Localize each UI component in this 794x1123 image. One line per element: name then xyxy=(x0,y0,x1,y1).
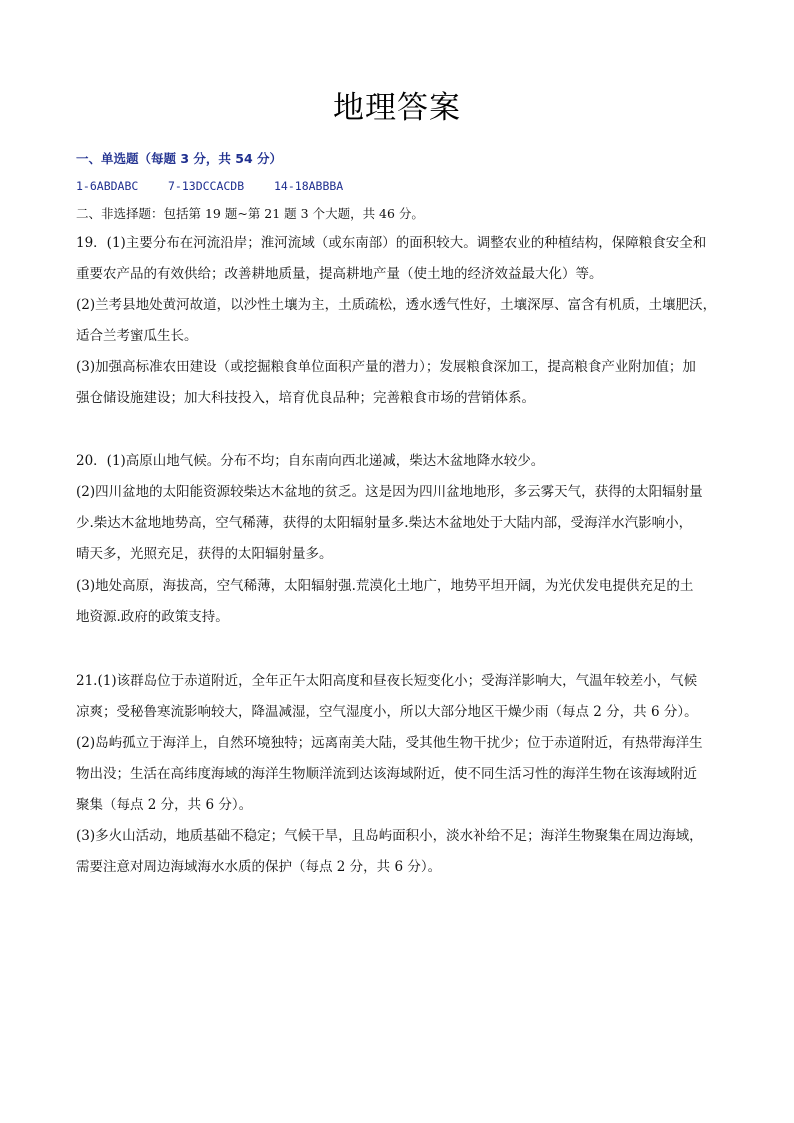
section2-heading: 二、非选择题：包括第 19 题~第 21 题 3 个大题，共 46 分。 xyxy=(76,206,424,221)
answer-group-3: 14-18ABBBA xyxy=(274,179,344,193)
section1-heading: 一、单选题（每题 3 分，共 54 分） xyxy=(76,151,283,166)
q20-line: 晴天多，光照充足，获得的太阳辐射量多。 xyxy=(76,546,333,562)
mc-answers xyxy=(76,177,343,195)
page-title: 地理答案 xyxy=(333,90,461,126)
q20-line: (2)四川盆地的太阳能资源较柴达木盆地的贫乏。这是因为四川盆地地形，多云雾天气，获得的太阳辐射量 xyxy=(76,484,703,500)
q21-line: 凉爽；受秘鲁寒流影响较大，降温减湿，空气湿度小，所以大部分地区干燥少雨（每点 2 分，共 6 分）。 xyxy=(76,704,698,720)
q19-line: 适合兰考蜜瓜生长。 xyxy=(76,328,198,344)
q19-line: 19．(1)主要分布在河流沿岸；淮河流域（或东南部）的面积较大。调整农业的种植结构，保障粮食安全和 xyxy=(76,235,707,251)
q19-line: (2)兰考县地处黄河故道，以沙性土壤为主，土质疏松，透水透气性好，土壤深厚、富含有机质，土壤肥沃， xyxy=(76,297,717,313)
q21-line: (2)岛屿孤立于海洋上，自然环境独特；远离南美大陆，受其他生物干扰少；位于赤道附近，有热带海洋生 xyxy=(76,735,703,751)
q20-line: 少.柴达木盆地地势高，空气稀薄，获得的太阳辐射量多.柴达木盆地处于大陆内部，受海洋水汽影响小， xyxy=(76,515,693,531)
answer-group-1: 1-6ABDABC xyxy=(76,179,139,193)
q20-line: (3)地处高原，海拔高，空气稀薄，太阳辐射强.荒漠化土地广，地势平坦开阔，为光伏发电提供充足的土 xyxy=(76,578,694,594)
q21-line: 需要注意对周边海域海水水质的保护（每点 2 分，共 6 分）。 xyxy=(76,859,442,875)
q21-line: 21.(1)该群岛位于赤道附近，全年正午太阳高度和昼夜长短变化小；受海洋影响大，气温年较差小，气候 xyxy=(76,673,698,689)
q19-line: 强仓储设施建设；加大科技投入，培育优良品种；完善粮食市场的营销体系。 xyxy=(76,390,535,406)
q19-line: (3)加强高标准农田建设（或挖掘粮食单位面积产量的潜力）；发展粮食深加工，提高粮食产业附加值；加 xyxy=(76,359,696,375)
q20-line: 20．(1)高原山地气候。分布不均；自东南向西北递减，柴达木盆地降水较少。 xyxy=(76,453,545,469)
q21-line: 聚集（每点 2 分，共 6 分）。 xyxy=(76,797,253,813)
answer-group-2: 7-13DCCACDB xyxy=(168,179,245,193)
q19-line: 重要农产品的有效供给；改善耕地质量，提高耕地产量（使土地的经济效益最大化）等。 xyxy=(76,266,603,282)
q21-line: 物出没；生活在高纬度海域的海洋生物顺洋流到达该海域附近，使不同生活习性的海洋生物在该海域附近 xyxy=(76,766,697,782)
q21-line: (3)多火山活动，地质基础不稳定；气候干旱，且岛屿面积小，淡水补给不足；海洋生物聚集在周边海域， xyxy=(76,828,703,844)
q20-line: 地资源.政府的政策支持。 xyxy=(76,609,229,625)
